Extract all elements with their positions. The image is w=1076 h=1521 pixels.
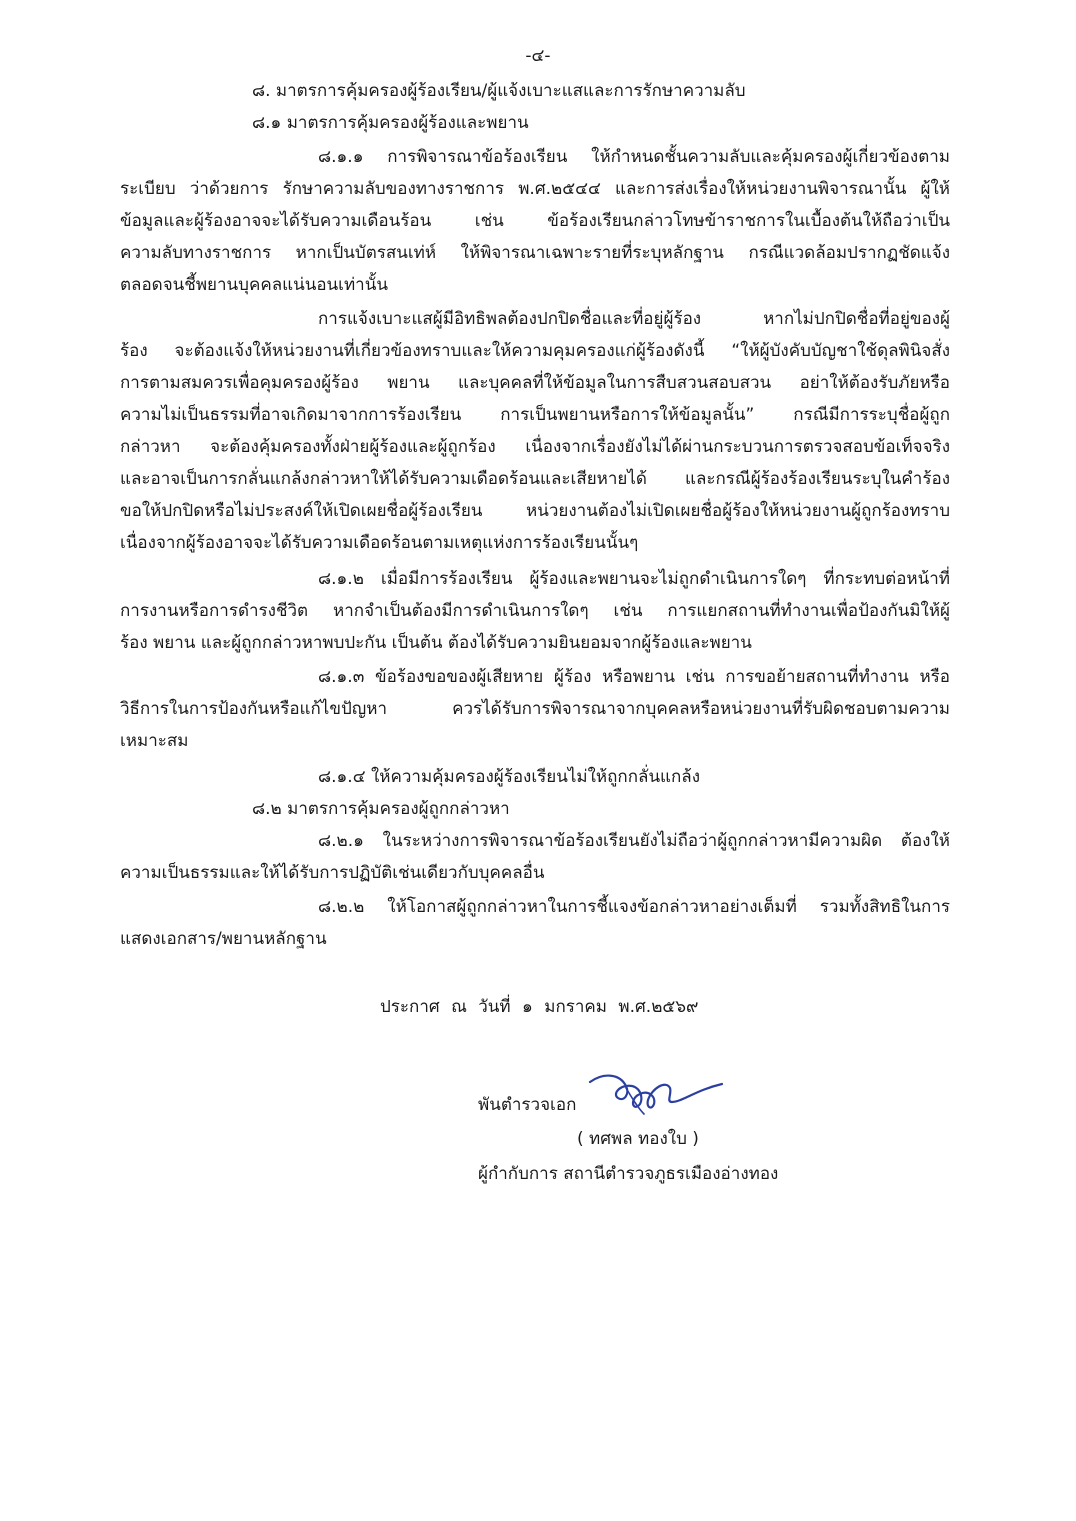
- paragraph-8-1-1-line: ระเบียบ ว่าด้วยการ รักษาความลับของทางราชการ พ.ศ.๒๕๔๔ และการส่งเรื่องให้หน่วยงานพิจารณานั้น ผู้ให้: [120, 179, 950, 199]
- section-8-heading: ๘. มาตรการคุ้มครองผู้ร้องเรียน/ผู้แจ้งเบาะแสและการรักษาความลับ: [252, 81, 746, 101]
- paragraph-8-1-3-line: เหมาะสม: [120, 731, 189, 751]
- paragraph-8-2-1-line: ความเป็นธรรมและให้ได้รับการปฏิบัติเช่นเดียวกับบุคคลอื่น: [120, 863, 545, 883]
- paragraph-8-1-1-line: ข้อมูลและผู้ร้องอาจจะได้รับความเดือนร้อน เช่น ข้อร้องเรียนกล่าวโทษข้าราชการในเบื้องต้นให้ถือว่าเป็น: [120, 211, 950, 231]
- paragraph-8-1-2-line: ๘.๑.๒ เมื่อมีการร้องเรียน ผู้ร้องและพยานจะไม่ถูกดำเนินการใดๆ ที่กระทบต่อหน้าที่: [318, 569, 950, 589]
- signer-position: ผู้กำกับการ สถานีตำรวจภูธรเมืองอ่างทอง: [478, 1164, 779, 1184]
- paragraph-8-2-2-line: ๘.๒.๒ ให้โอกาสผู้ถูกกล่าวหาในการชี้แจงข้อกล่าวหาอย่างเต็มที่ รวมทั้งสิทธิในการ: [318, 897, 950, 917]
- paragraph-8-2-2-line: แสดงเอกสาร/พยานหลักฐาน: [120, 929, 327, 949]
- paragraph-8-1-3-line: ๘.๑.๓ ข้อร้องขอของผู้เสียหาย ผู้ร้อง หรือพยาน เช่น การขอย้ายสถานที่ทำงาน หรือ: [318, 667, 950, 687]
- paragraph-8-1-1-line: ๘.๑.๑ การพิจารณาข้อร้องเรียน ให้กำหนดชั้นความลับและคุ้มครองผู้เกี่ยวข้องตาม: [318, 147, 950, 167]
- paragraph-whistle-line: การแจ้งเบาะแสผู้มีอิทธิพลต้องปกปิดชื่อและที่อยู่ผู้ร้อง หากไม่ปกปิดชื่อที่อยู่ของผู้: [318, 309, 950, 329]
- page-number: -๔-: [525, 46, 551, 66]
- section-8-2-heading: ๘.๒ มาตรการคุ้มครองผู้ถูกกล่าวหา: [252, 799, 510, 819]
- paragraph-8-1-4: ๘.๑.๔ ให้ความคุ้มครองผู้ร้องเรียนไม่ให้ถูกกลั่นแกล้ง: [318, 767, 701, 787]
- paragraph-whistle-line: การตามสมควรเพื่อคุมครองผู้ร้อง พยาน และบุคคลที่ให้ข้อมูลในการสืบสวนสอบสวน อย่าให้ต้องรับภัยหรือ: [120, 373, 950, 393]
- paragraph-8-1-1-line: ตลอดจนชี้พยานบุคคลแน่นอนเท่านั้น: [120, 275, 388, 295]
- paragraph-8-1-2-line: การงานหรือการดำรงชีวิต หากจำเป็นต้องมีการดำเนินการใดๆ เช่น การแยกสถานที่ทำงานเพื่อป้องกันมิให้ผู้: [120, 601, 950, 621]
- paragraph-whistle-line: ร้อง จะต้องแจ้งให้หน่วยงานที่เกี่ยวข้องทราบและให้ความคุมครองแก่ผู้ร้องดังนี้ “ให้ผู้บังคับบัญชาใช้ดุลพินิจสั่ง: [120, 341, 950, 361]
- paragraph-whistle-line: และอาจเป็นการกลั่นแกล้งกล่าวหาให้ได้รับความเดือดร้อนและเสียหายได้ และกรณีผู้ร้องร้องเรียนระบุในคำร้อง: [120, 469, 950, 489]
- paragraph-whistle-line: ขอให้ปกปิดหรือไม่ประสงค์ให้เปิดเผยชื่อผู้ร้องเรียน หน่วยงานต้องไม่เปิดเผยชื่อผู้ร้องให้หน่วยงานผู้ถูกร้องทราบ: [120, 501, 950, 521]
- paragraph-8-1-1-line: ความลับทางราชการ หากเป็นบัตรสนเท่ห์ ให้พิจารณาเฉพาะรายที่ระบุหลักฐาน กรณีแวดล้อมปรากฏชัดแจ้ง: [120, 243, 950, 263]
- handwritten-signature: [586, 1068, 726, 1124]
- paragraph-whistle-line: กล่าวหา จะต้องคุ้มครองทั้งฝ่ายผู้ร้องและผู้ถูกร้อง เนื่องจากเรื่องยังไม่ได้ผ่านกระบวนการตรวจสอบข้อเท็จจริง: [120, 437, 950, 457]
- paragraph-whistle-line: ความไม่เป็นธรรมที่อาจเกิดมาจากการร้องเรียน การเป็นพยานหรือการให้ข้อมูลนั้น” กรณีมีการระบุชื่อผู้ถูก: [120, 405, 950, 425]
- paragraph-8-1-3-line: วิธีการในการป้องกันหรือแก้ไขปัญหา ควรได้รับการพิจารณาจากบุคคลหรือหน่วยงานที่รับผิดชอบตามความ: [120, 699, 950, 719]
- paragraph-8-1-2-line: ร้อง พยาน และผู้ถูกกล่าวหาพบปะกัน เป็นต้น ต้องได้รับความยินยอมจากผู้ร้องและพยาน: [120, 633, 752, 653]
- announcement-date: ประกาศ ณ วันที่ ๑ มกราคม พ.ศ.๒๕๖๙: [380, 997, 699, 1017]
- paragraph-8-2-1-line: ๘.๒.๑ ในระหว่างการพิจารณาข้อร้องเรียนยังไม่ถือว่าผู้ถูกกล่าวหามีความผิด ต้องให้: [318, 831, 950, 851]
- signer-name: ( ทศพล ทองใบ ): [577, 1129, 699, 1149]
- signer-rank: พันตำรวจเอก: [478, 1095, 577, 1115]
- paragraph-whistle-line: เนื่องจากผู้ร้องอาจจะได้รับความเดือดร้อนตามเหตุแห่งการร้องเรียนนั้นๆ: [120, 533, 639, 553]
- section-8-1-heading: ๘.๑ มาตรการคุ้มครองผู้ร้องและพยาน: [252, 113, 529, 133]
